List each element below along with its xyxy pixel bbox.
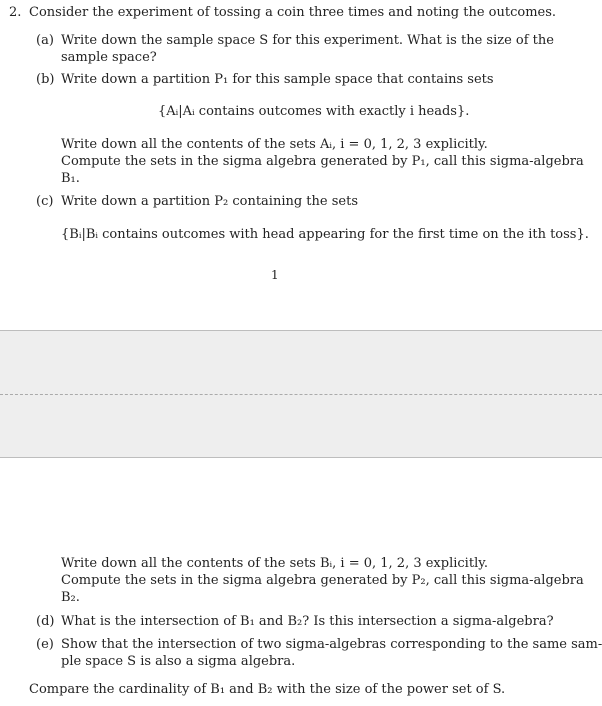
part-b-text-line-5: B₁. — [61, 171, 80, 186]
question-intro: Consider the experiment of tossing a coin three times and noting the outcomes. — [29, 5, 557, 20]
part-e-text-line-2: ple space S is also a sigma algebra. — [61, 654, 296, 669]
final-question-text: Compare the cardinality of B₁ and B₂ with the size of the power set of S. — [29, 682, 506, 697]
part-c-text-line-5: B₂. — [61, 590, 80, 605]
part-b-text-line-4: Compute the sets in the sigma algebra generated by P₁, call this sigma-algebra — [61, 154, 584, 169]
part-b-label: (b) — [36, 72, 55, 87]
part-a-text-line-2: sample space? — [61, 50, 157, 65]
part-c-text-line-3: Write down all the contents of the sets Bᵢ, i = 0, 1, 2, 3 explicitly. — [61, 556, 488, 571]
part-c-text-line-4: Compute the sets in the sigma algebra generated by P₂, call this sigma-algebra — [61, 573, 584, 588]
document-page-2 — [0, 458, 602, 706]
part-c-text-line-1: Write down a partition P₂ containing the sets — [61, 194, 358, 209]
part-d-text: What is the intersection of B₁ and B₂? Is this intersection a sigma-algebra? — [61, 614, 554, 629]
part-b-set-definition: {Aᵢ|Aᵢ contains outcomes with exactly i heads}. — [158, 104, 470, 119]
part-a-label: (a) — [36, 33, 54, 48]
page-break-dashed-line — [0, 394, 602, 395]
page-break-gap — [0, 330, 602, 458]
part-c-label: (c) — [36, 194, 54, 209]
part-d-label: (d) — [36, 614, 55, 629]
part-b-text-line-3: Write down all the contents of the sets Aᵢ, i = 0, 1, 2, 3 explicitly. — [61, 137, 488, 152]
part-c-set-definition: {Bᵢ|Bᵢ contains outcomes with head appearing for the first time on the ith toss}. — [61, 227, 589, 242]
document-page-1 — [0, 0, 602, 330]
part-b-text-line-1: Write down a partition P₁ for this sample space that contains sets — [61, 72, 494, 87]
page-number: 1 — [271, 268, 279, 282]
question-number: 2. — [9, 5, 22, 20]
part-e-label: (e) — [36, 637, 54, 652]
part-e-text-line-1: Show that the intersection of two sigma-algebras corresponding to the same sam- — [61, 637, 602, 652]
part-a-text-line-1: Write down the sample space S for this experiment. What is the size of the — [61, 33, 554, 48]
